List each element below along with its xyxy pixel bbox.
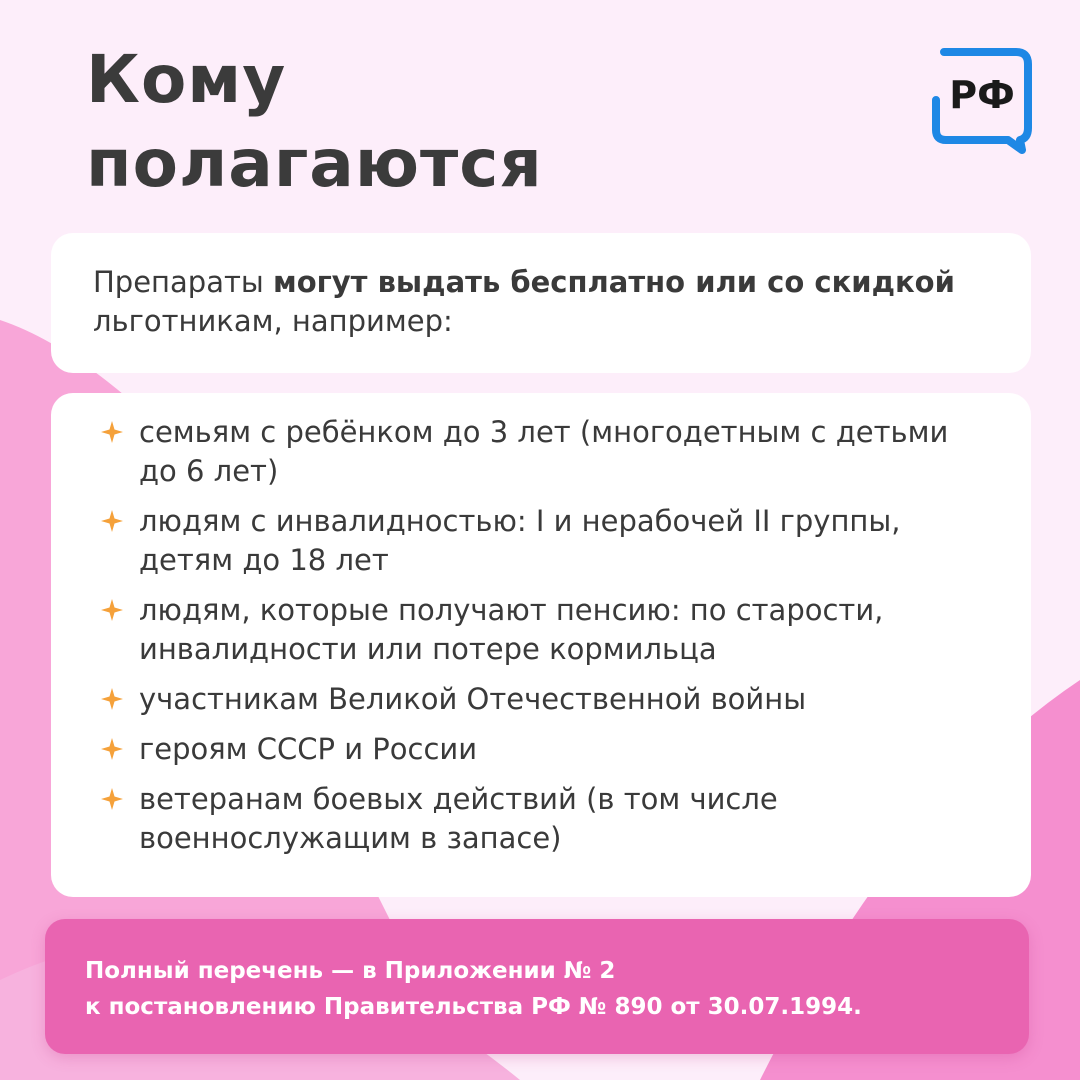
rf-chat-bubble-logo: [930, 48, 1034, 154]
beneficiaries-list: [101, 413, 981, 858]
beneficiaries-card: [51, 393, 1031, 897]
intro-suffix: льготникам, например:: [93, 304, 453, 338]
title-line-2: полагаются: [86, 125, 543, 202]
intro-text: [93, 263, 989, 341]
source-note-banner: [45, 919, 1029, 1054]
list-item-line-1: ветеранам боевых действий (в том числе: [139, 782, 778, 816]
sparkle-bullet-icon: [101, 421, 123, 443]
list-item: [101, 780, 981, 858]
list-item: [101, 413, 981, 491]
list-item-line-1: участникам Великой Отечественной войны: [139, 682, 807, 716]
list-item: [101, 502, 981, 580]
list-item-line-1: людям, которые получают пенсию: по старости,: [139, 593, 884, 627]
logo-text: РФ: [949, 73, 1015, 117]
list-item-line-1: людям с инвалидностью: I и нерабочей II группы,: [139, 504, 901, 538]
note-line-2: к постановлению Правительства РФ № 890 от 30.07.1994.: [85, 994, 862, 1020]
sparkle-bullet-icon: [101, 510, 123, 532]
list-item-line-1: героям СССР и России: [139, 732, 478, 766]
intro-bold: могут выдать бесплатно или со скидкой: [272, 265, 955, 299]
list-item-line-2: детям до 18 лет: [139, 543, 389, 577]
list-item: [101, 680, 981, 719]
list-item-line-2: до 6 лет): [139, 454, 279, 488]
sparkle-bullet-icon: [101, 599, 123, 621]
list-item-line-2: инвалидности или потере кормильца: [139, 632, 717, 666]
list-item: [101, 730, 981, 769]
list-item-line-1: семьям с ребёнком до 3 лет (многодетным с детьми: [139, 415, 949, 449]
sparkle-bullet-icon: [101, 788, 123, 810]
page-title: [86, 38, 543, 206]
list-item-line-2: военнослужащим в запасе): [139, 821, 562, 855]
title-line-1: Кому: [86, 41, 287, 118]
list-item: [101, 591, 981, 669]
intro-prefix: Препараты: [93, 265, 273, 299]
sparkle-bullet-icon: [101, 688, 123, 710]
intro-card: [51, 233, 1031, 373]
note-line-1: Полный перечень — в Приложении № 2: [85, 958, 616, 984]
sparkle-bullet-icon: [101, 738, 123, 760]
